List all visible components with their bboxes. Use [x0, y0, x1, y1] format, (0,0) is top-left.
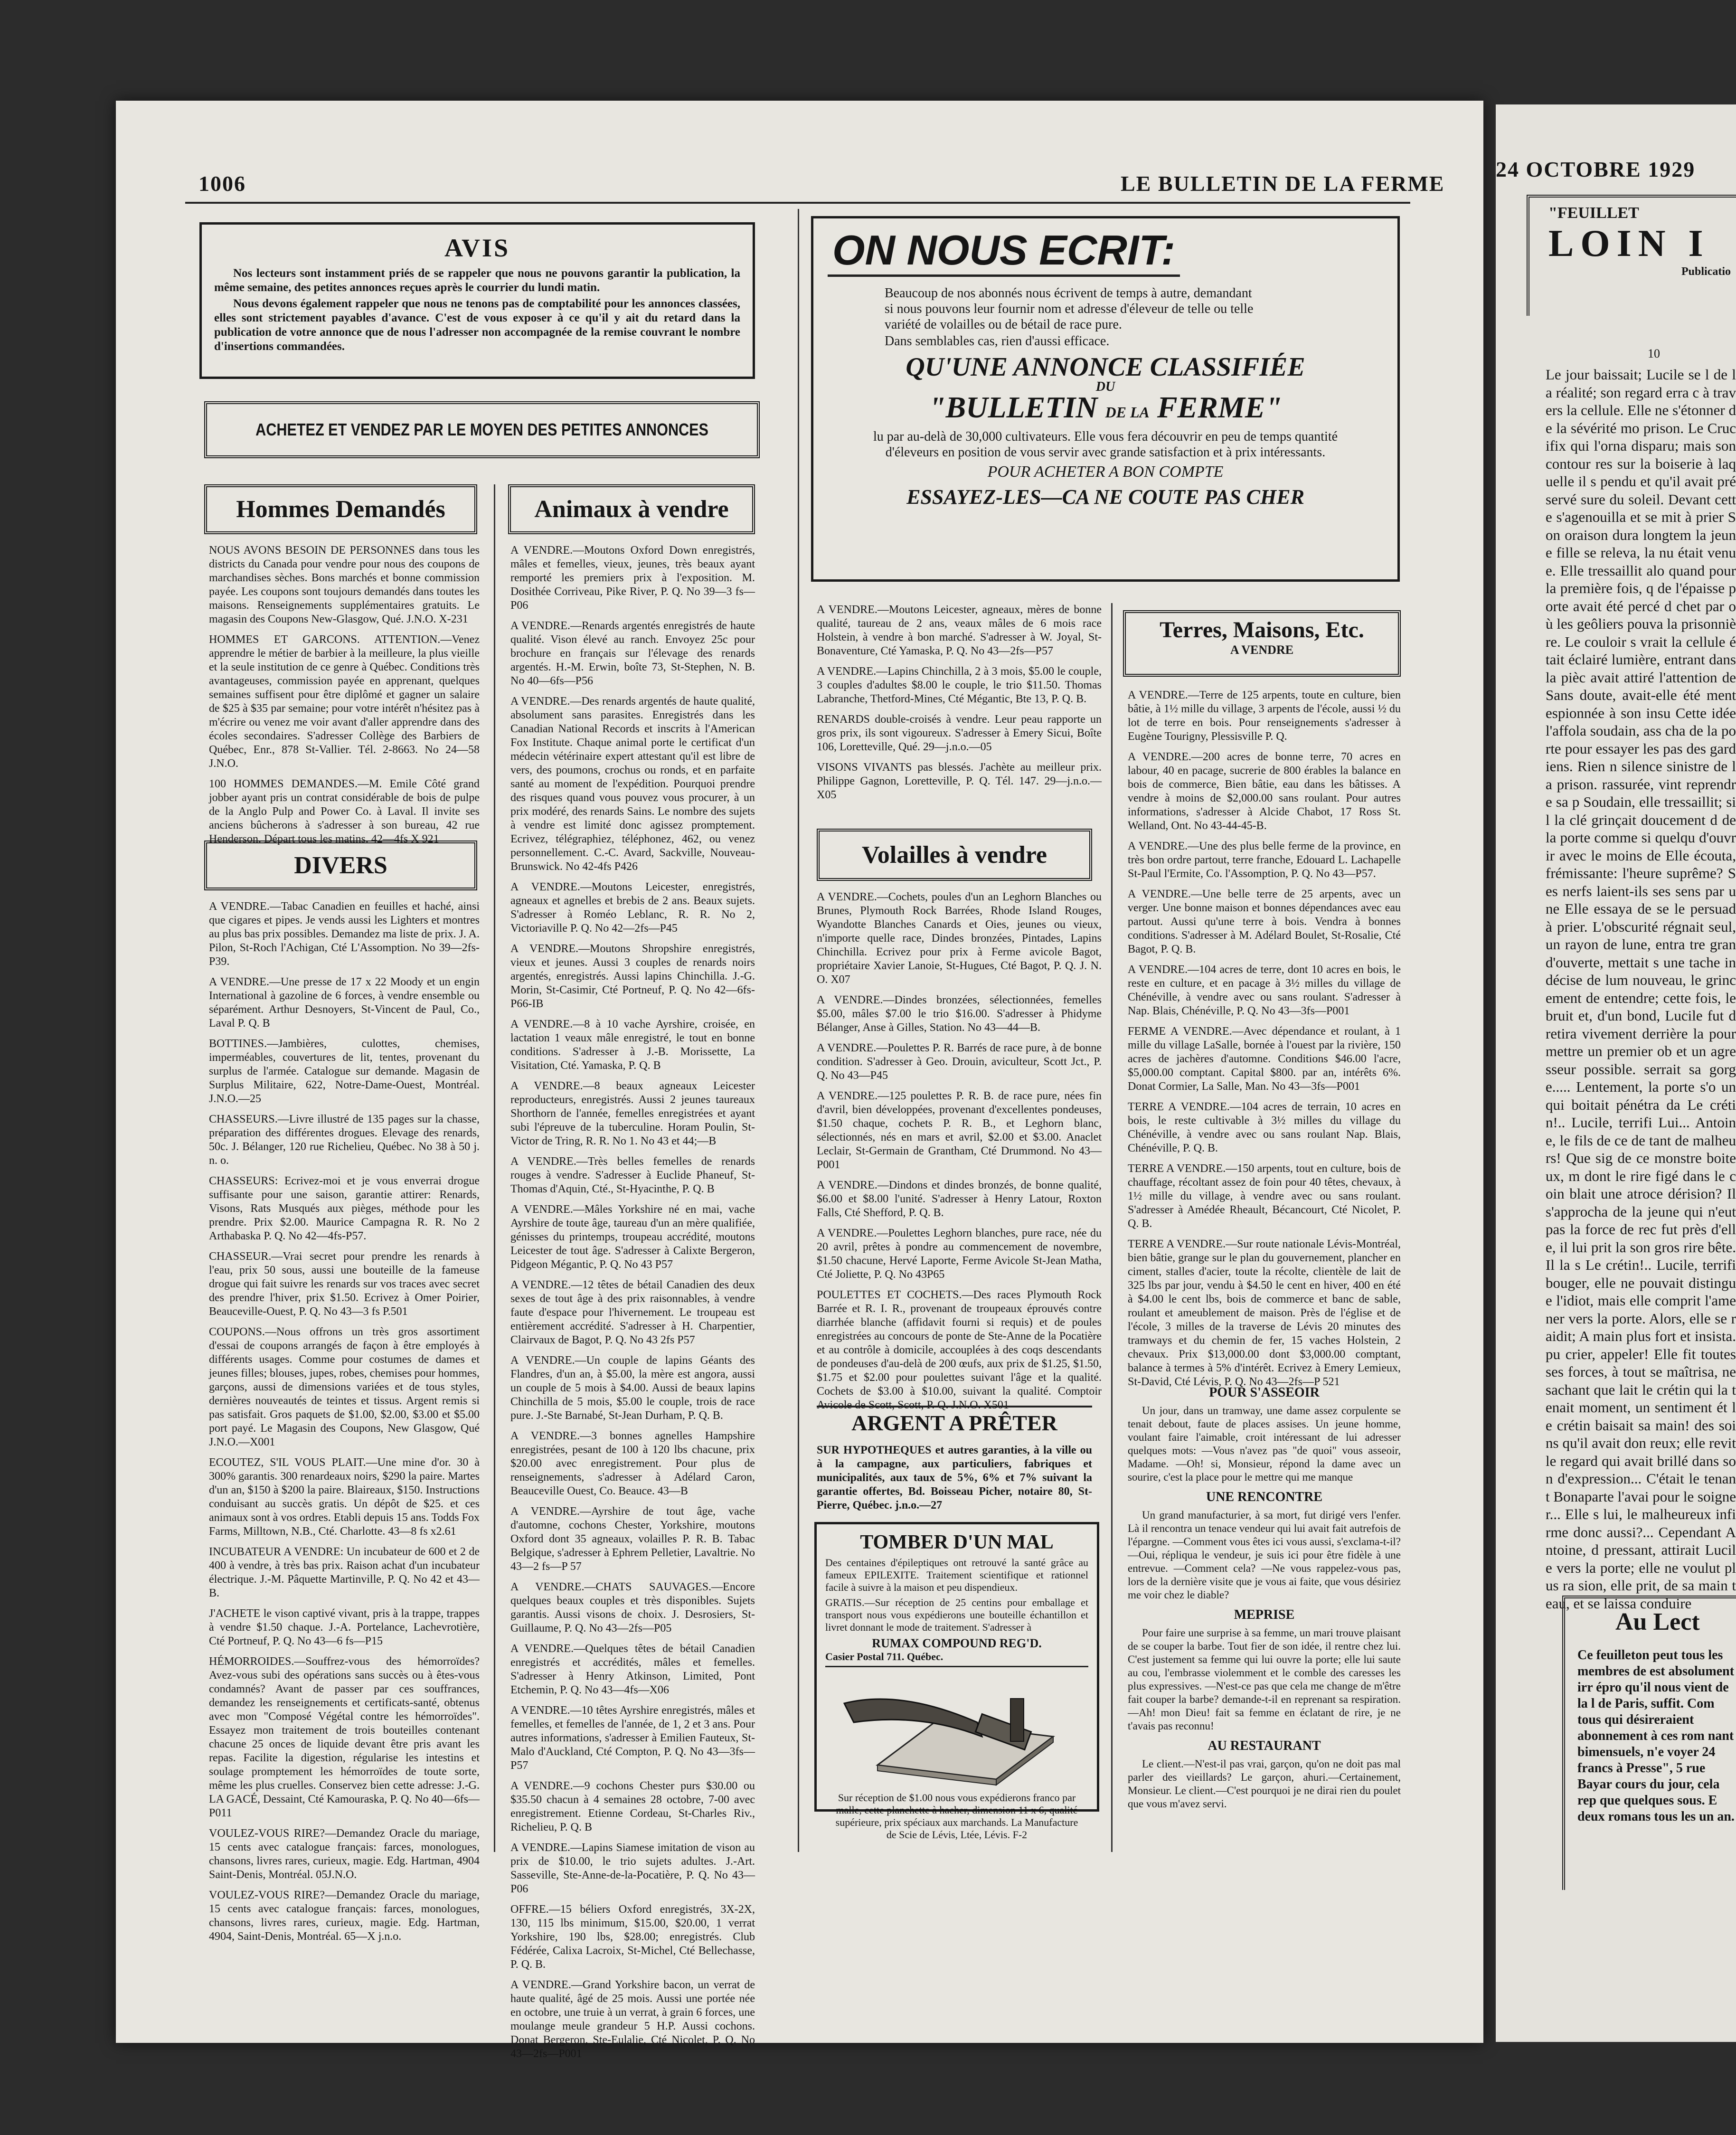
classified-ad: A VENDRE.—12 têtes de bétail Canadien des deux sexes de tout âge à des prix raisonnables, à vendre faute d'espace pour l'hivernement. Le troupeau est entièrement accrédité. S'adresser à H. Charpentier, Clairvaux de Bagot, P. Q. No 43 2fs P57	[510, 1279, 755, 1346]
classified-ad: TERRE A VENDRE.—104 acres de terrain, 10 acres en bois, le reste cultivable à 3½ milles du village du Chénéville, à vendre avec ou sans roulant Nap. Blais, Chénéville, P. Q. B.	[1128, 1101, 1401, 1154]
classified-ad: A VENDRE.—Moutons Leicester, enregistrés, agneaux et agnelles et brebis de 2 ans. Beaux sujets. S'adresser à Roméo Leblanc, R. R. No 2, Victoriaville P. Q. No 42—2fs—P45	[510, 881, 755, 935]
avis-box	[199, 222, 755, 379]
classified-ad: CHASSEURS: Ecrivez-moi et je vous enverrai drogue suffisante pour une saison, garantie attirer: Renards, Visons, Rats Musqués aux pièges, méthode pour les prendre. Prix $2.00. Maurice Campagna R. R. No 2 Arthabaska P. Q. No 42—4fs-P57.	[209, 1175, 480, 1242]
classified-ad: TERRE A VENDRE.—Sur route nationale Lévis-Montréal, bien bâtie, grange sur le plan du gouvernement, plancher en ciment, stalles d'acier, toute la récolte, clientèle de lait de 325 lbs par jour, vendu à $4.50 le cent en hiver, 400 en été à $4.00 le cent lbs, bois de commerce et banc de sable, roulant et ameublement de maison. Près de l'église et de l'école, 3 milles de la traverse de Lévis 20 minutes des tramways et du chemin de fer, 15 vaches Holstein, 2 chevaux. Prix $13,000.00 dont $3,000.00 comptant, balance à termes à 5% d'intérêt. Ecrivez à Emery Lemieux, St-David, Cté Lévis, P. Q. No 43—2fs—P 521	[1128, 1238, 1401, 1388]
joke-title-restaurant: AU RESTAURANT	[1208, 1738, 1321, 1753]
classified-banner	[204, 401, 760, 458]
promo-line-2	[828, 390, 1383, 425]
classified-ad: A VENDRE.—Une des plus belle ferme de la province, en très bon ordre partout, terre franche, Edouard L. Lachapelle St-Paul l'Ermite, Co. l'Assomption, P. Q. No 43—P57.	[1128, 840, 1401, 880]
avis-paragraph-2: Nous devons également rappeler que nous ne tenons pas de comptabilité pour les annonces classées, elles sont strictement payables d'avance. C'est de vous exposer à ce qu'il y ait du retard dans la publication de votre annonce que de nous l'adresser non accompagnée de la remise couvrant le nombre d'insertions commandées.	[214, 297, 740, 353]
classified-ad: HOMMES ET GARCONS. ATTENTION.—Venez apprendre le métier de barbier à la meilleure, la plus vieille et la seule institution de ce genre à Québec. Conditions très avantageuses, commission payée en apprenant, quelques semaines suffisent pour être diplômé et gagner un salaire de $25 à $35 par semaine; pour votre intérêt n'hésitez pas à m'écrire ou venez me voir avant d'aller apprendre dans des écoles secondaires. S'adresser Collège des Barbiers de Québec, Enr., 878 St-Vallier. Tél. 2-8663. No 24—58 J.N.O.	[209, 633, 480, 770]
classified-ad: A VENDRE.—Une presse de 17 x 22 Moody et un engin International à gazoline de 6 forces, à vendre ensemble ou séparément. Arthur Desnoyers, St-Vincent de Paul, Co., Laval P. Q. B	[209, 976, 480, 1030]
masthead: LE BULLETIN DE LA FERME	[1121, 171, 1445, 196]
classified-ad: VISONS VIVANTS pas blessés. J'achète au meilleur prix. Philippe Gagnon, Loretteville, P. Q. Tél. 147. 29—j.n.o.—X05	[817, 761, 1102, 801]
classified-ad: A VENDRE.—125 poulettes P. R. B. de race pure, nées fin d'avril, bien développées, provenant d'excellentes pondeuses, $1.50 chaque, cochets P. R. B., et Leghorn blanc, sélectionnés, nés en mars et avril, $2.00 et $3.00. Anaclet Leclair, St-Germain de Grantham, Cté Drummond. No 43—P001	[817, 1090, 1102, 1171]
feuilleton-title: LOIN I	[1548, 223, 1710, 265]
tomber-address: Casier Postal 711. Québec.	[825, 1651, 1088, 1667]
classified-ad: A VENDRE.—Un couple de lapins Géants des Flandres, d'un an, à $5.00, la mère est angora, aussi un couple de 5 mois à $4.00. Aussi de beaux lapins Chinchilla de 5 mois, $5.00 le couple, trois de race pure. J.-Ste Barnabé, St-Jean Durham, P. Q. B.	[510, 1354, 755, 1422]
divers-title: DIVERS	[294, 852, 387, 879]
animaux-ads-cont	[817, 603, 1102, 826]
section-header-hommes	[204, 484, 477, 534]
avis-paragraph-1: Nos lecteurs sont instamment priés de se rappeler que nous ne pouvons garantir la publication, la même semaine, des petites annonces reçues après le courrier du lundi matin.	[214, 267, 740, 294]
animaux-title: Animaux à vendre	[534, 496, 729, 523]
feuilleton-text: Le jour baissait; Lucile se l de la réalité; son regard erra c à travers la cellule. Elle ne s'étonner de la sévérité mo prison. Le Crucifix qui l'orna disparu; mais son contour res sur la boiserie à laquelle il s pendu et qu'il avait préservé sure du soleil. Devant cette s'agenouilla et se mit à prier Son oraison dura longtem la jeune fille se releva, la nu était venue. Elle tressaillit alo quand pour la première fois, q de l'épaisse porte avait été percé d chet par où les geôliers pouva la prisonnière. Le couloir s vrait la cellule était éclairé lumière, entrant dans la pièc avait attiré l'attention de Sans doute, avait-elle été ment espionnée à son insu Cette idée l'affola soudain, ass cha de la porte pour essayer les pas des gardiens. Rien n silence sinistre de la prison. rassurée, vint reprendre sa p Soudain, elle tressaillit; si l la clé grinçait doucement d de la porte comme si quelqu d'ouvrir avec le moins de Elle écouta, frémissante: l'heure suprême? Ses nerfs laient-ils ses sens par une Elle essaya de se le persuad à prier. L'obscurité régnait seul, un rayon de lune, entra tre grand'ouverte, mettait s une tache indécise de lum nouveau, le grincement de entendre; cette fois, le bruit et, d'un bond, Lucile fut d retira vivement derrière la pour mettre un premier ob et un agresseur possible. serrait sa gorge..... Lentement, la porte s'o un qui boitait pénétra da Le crétin!.. Lucile, terrifi Lui... Antoine, le fils de ce de tant de malheurs! Que sig de ce monstre boiteux, m dont le rire figé dans le coin blait une atroce dérision? Il s'approcha de la jeune qui n'eut pas la force de rec fut près d'elle, il lui prit la son gros rire bête. Il la s Le crétin!.. Lucile, terrifi bouger, elle ne pouvait distingue l'idiot, mais elle comprit l'amener vers la porte. Alors, elle se raidit; A main plus fort et insista. pu crier, appeler! Elle fit toutes ses forces, à tout se maîtrisa, ne sachant que lait le crétin qui la tenait moment, un sentiment ét le crétin baisait sa main! des soins qu'il avait don reux; elle revit le regard qui avait brillé dans son d'expression... C'était le tenant Bonaparte l'avai pour le soigner... Elle s lui, le malheureux infirme donc aussi?... Cependant Antoine, d pressant, attirait Lucile vers la porte; elle ne voulut plus ra sion, elle prit, de sa main teau, et se laissa conduire	[1546, 366, 1736, 1612]
classified-ad: A VENDRE.—10 têtes Ayrshire enregistrés, mâles et femelles, et femelles de l'année, de 1, 2 et 3 ans. Pour autres informations, s'adresser à Emilien Fauteux, St-Malo d'Auckland, Cté Compton, P. Q. No 43—3fs—P57	[510, 1704, 755, 1772]
hommes-title: Hommes Demandés	[236, 496, 445, 523]
joke-restaurant: Le client.—N'est-il pas vrai, garçon, qu'on ne doit pas mal parler des vieillards? Le garçon, ahuri.—Certainement, Monsieur. Le client.—C'est pourquoi je ne dirai rien du poulet que vous m'avez servi.	[1128, 1758, 1401, 1810]
section-header-divers	[204, 841, 477, 890]
joke-rencontre: Un grand manufacturier, à sa mort, fut dirigé vers l'enfer. Là il rencontra un tenace vendeur qui lui avait fait autrefois de l'épargne. —Comment vous êtes ici vous aussi, s'exclama-t-il? —Oui, répliqua le vendeur, je suis ici pour être fidèle à une entrevue. —Comment cela? —Ne vous rappelez-vous pas, lors de la dernière visite que je vous ai faite, que vous désiriez me voir chez le diable?	[1128, 1509, 1401, 1601]
classified-ad: A VENDRE.—Terre de 125 arpents, toute en culture, bien bâtie, à 1½ mille du village, 3 arpents de l'école, aussi ½ du lot de terre en bois. Pour renseignements s'adresser à Eugène Tourigny, Plessisville P. Q.	[1128, 689, 1401, 743]
section-header-volailles	[817, 829, 1092, 881]
promo-de-la: DE LA	[1105, 404, 1150, 421]
classified-ad: A VENDRE.—Renards argentés enregistrés de haute qualité. Vison élevé au ranch. Envoyez 25c pour brochure en français sur l'élevage des renards argentés. H.-M. Erwin, boîte 73, St-Stephen, N. B. No 40—6fs—P56	[510, 620, 755, 687]
classified-ad: A VENDRE.—Lapins Chinchilla, 2 à 3 mois, $5.00 le couple, 3 couples d'adultes $8.00 le couple, le trio $11.50. Thomas Labranche, Thetford-Mines, Cté Mégantic, Bte 13, P. Q. B.	[817, 665, 1102, 705]
promo-title: ON NOUS ECRIT:	[828, 226, 1180, 277]
classified-ad: A VENDRE.—3 bonnes agnelles Hampshire enregistrées, pesant de 100 à 120 lbs chacune, prix $20.00 avec enregistrement. Pour plus de renseignements, s'adresser à Adélard Caron, Beauceville Ouest, Co. Beauce. 43—B	[510, 1430, 755, 1497]
classified-ad: A VENDRE.—200 acres de bonne terre, 70 acres en labour, 40 en pacage, sucrerie de 800 érables la balance en bois de commerce, Bien bâtie, eau dans les bâtisses. A vendre à moins de $2,000.00 sans roulant. Pour autres informations, s'adresser à Alcide Chabot, 17 Ross St. Welland, Ont. No 43-44-45-B.	[1128, 751, 1401, 832]
au-lecteur-box	[1562, 1596, 1736, 1890]
column-rule-2	[798, 209, 799, 1852]
column-rule-3	[1111, 603, 1113, 1852]
banner-text: ACHETEZ ET VENDEZ PAR LE MOYEN DES PETITES ANNONCES	[255, 420, 708, 439]
feuilleton-publication: Publicatio	[1681, 265, 1731, 278]
classified-ad: VOULEZ-VOUS RIRE?—Demandez Oracle du mariage, 15 cents avec catalogue français: farces, monologues, chansons, livres rares, curieux, magie. Edg. Hartman, 4904 Saint-Denis, Montréal. 05J.N.O.	[209, 1827, 480, 1881]
tomber-text-5: Sur réception de $1.00 nous vous expédierons franco par malle, cette planchette à hacher, dimension 11 x 6, qualité supérieure, prix spéciaux aux marchands. La Manufacture de Scie de Lévis, Ltée, Lévis. F-2	[835, 1792, 1078, 1841]
terres-ads	[1128, 689, 1401, 1388]
classified-ad: A VENDRE.—Moutons Shropshire enregistrés, vieux et jeunes. Aussi 3 couples de renards noirs argentés, enregistrés. Aussi lapins Chinchilla. J.-G. Morin, St-Casimir, Cté Portneuf, P. Q. No 42—6fs-P66-IB	[510, 943, 755, 1010]
joke-title-asseoir: POUR S'ASSEOIR	[1209, 1385, 1320, 1400]
joke-title-meprise: MEPRISE	[1234, 1607, 1295, 1622]
joke-meprise: Pour faire une surprise à sa femme, un mari trouve plaisant de se couper la barbe. Tout fier de son idée, il rentre chez lui. C'est justement sa femme qui lui ouvre la porte; elle lui saute au cou, l'embrasse violemment et le comble des caresses les plus expressives. —N'est-ce pas que cela me change de m'être fait couper la barbe? demande-t-il en reprenant sa respiration. —Ah! mon Dieu! fait sa femme en éclatant de rire, je ne t'avais pas reconnu!	[1128, 1627, 1401, 1732]
classified-ad: A VENDRE.—Cochets, poules d'un an Leghorn Blanches ou Brunes, Plymouth Rock Barrées, Rhode Island Rouges, Wyandotte Blanches Canards et Oies, jeunes ou vieux, n'importe quelle race, Dindes bronzées, Pintades, Lapins Chinchilla. Ecrivez pour prix à Ferme avicole Bagot, propriétaire Xavier Lanoie, St-Hugues, Cté Bagot, P. Q. J. N. O. X07	[817, 891, 1102, 986]
header-rule	[185, 202, 1410, 204]
hommes-ads	[209, 544, 480, 845]
classified-ad: A VENDRE.—Moutons Oxford Down enregistrés, mâles et femelles, vieux, jeunes, très beaux ayant remporté les premiers prix à l'exposition. M. Dosithée Corriveau, Pike River, P. Q. No 39—3 fs—P06	[510, 544, 755, 612]
promo-intro-2: Dans semblables cas, rien d'aussi efficace.	[885, 334, 1110, 349]
promo-intro: Beaucoup de nos abonnés nous écrivent de temps à autre, demandant si nous pouvons leur fournir nom et adresse d'éleveur de telle ou telle variété de volailles ou de bétail de race pure.	[885, 286, 1254, 332]
joke-asseoir: Un jour, dans un tramway, une dame assez corpulente se tenait debout, faute de places assises. Un jeune homme, voulant faire l'aimable, croit intéressant de lui adresser quelques mots: —Vous n'avez pas "de quoi" vous asseoir, Madame. —Oh! si, Monsieur, répond la dame avec un sourire, c'est la place pour le mettre qui me manque	[1128, 1405, 1401, 1483]
divers-ads	[209, 900, 480, 1943]
classified-ad: A VENDRE.—Moutons Leicester, agneaux, mères de bonne qualité, taureau de 2 ans, veaux mâles de 6 mois race Holstein, à vendre à bon marché. S'adresser à W. Joyal, St-Bonaventure, Cté Yamaska, P. Q. No 43—2fs—P57	[817, 604, 1102, 657]
feuilleton-header-box	[1527, 195, 1736, 316]
promo-line-1: QU'UNE ANNONCE CLASSIFIÉE	[906, 352, 1305, 382]
classified-ad: A VENDRE.—Des renards argentés de haute qualité, absolument sans parasites. Enregistrés dans les Canadian National Records et inscrits à l'American Fox Institute. Chaque animal porte le certificat d'un médecin vétérinaire expert attestant qu'il est libre de vers, des poumons, crochus ou ronds, et en parfaite santé au moment de l'expédition. Pourquoi prendre des risques quand vous pouvez vous procurer, à un prix modéré, des renards Sains. Le nombre des sujets à vendre est limité donc agissez promptement. Ecrivez, télégraphiez, téléphonez, 462, ou venez personnellement. C.-C. Avard, Sackville, Nouveau-Brunswick. No 42-4fs P426	[510, 695, 755, 873]
promo-pour: POUR ACHETER A BON COMPTE	[987, 463, 1224, 481]
promo-cta: ESSAYEZ-LES—CA NE COUTE PAS CHER	[906, 485, 1304, 509]
promo-body: lu par au-delà de 30,000 cultivateurs. Elle vous fera découvrir en peu de temps quantité d'éleveurs en position de vous servir avec grande satisfaction et à prix intéressants.	[873, 429, 1338, 460]
section-header-terres	[1123, 610, 1401, 677]
terres-subtitle: A VENDRE	[1230, 643, 1294, 657]
tomber-text-1: Des centaines d'épileptiques ont retrouvé la santé grâce au fameux EPILEXITE. Traitement scientifique et rationnel facile à suivre à la maison et peu dispendieux.	[825, 1557, 1088, 1593]
classified-ad: A VENDRE.—Tabac Canadien en feuilles et haché, ainsi que cigares et pipes. Je vends aussi les Lighters et montres au plus bas prix possibles. Demandez ma liste de prix. J. A. Pilon, St-Roch l'Achigan, Cté L'Assomption. No 39—2fs-P39.	[209, 900, 480, 968]
terres-title: Terres, Maisons, Etc.	[1160, 617, 1364, 642]
au-lecteur-title: Au Lect	[1615, 1608, 1700, 1635]
promo-ferme: FERME"	[1157, 390, 1283, 424]
classified-ad: BOTTINES.—Jambières, culottes, chemises, imperméables, couvertures de lit, tentes, provenant du surplus de l'armée. Catalogue sur demande. Magasin de Surplus Militaire, 622, Notre-Dame-Ouest, Montréal. J.N.O.—25	[209, 1038, 480, 1105]
page-number: 1006	[198, 171, 246, 196]
classified-ad: A VENDRE.—Très belles femelles de renards rouges à vendre. S'adresser à Euclide Phaneuf, St-Thomas d'Aquin, Cté., St-Hyacinthe, P. Q. B	[510, 1155, 755, 1195]
classified-ad: A VENDRE.—Mâles Yorkshire né en mai, vache Ayrshire de toute âge, taureau d'un an mère qualifiée, génisses du printemps, troupeau accrédité, moutons Leicester de tout âge. S'adresser à Calixte Bergeron, Pidgeon Mégantic, P. Q. No 43 P57	[510, 1203, 755, 1271]
classified-ad: A VENDRE.—Dindons et dindes bronzés, de bonne qualité, $6.00 et $8.00 l'unité. S'adresser à Henry Latour, Roxton Falls, Cté Shefford, P. Q. B.	[817, 1179, 1102, 1219]
classified-ad: A VENDRE.—Poulettes P. R. Barrés de race pure, à de bonne condition. S'adresser à Geo. Drouin, aviculteur, Scott Jct., P. Q. No 43—P45	[817, 1042, 1102, 1082]
volailles-title: Volailles à vendre	[861, 841, 1047, 869]
classified-ad: INCUBATEUR A VENDRE: Un incubateur de 600 et 2 de 400 à vendre, à très bas prix. Raison achat d'un incubateur électrique. J.-M. Pâquette Martinville, P. Q. No 42 et 43—B.	[209, 1546, 480, 1599]
classified-ad: NOUS AVONS BESOIN DE PERSONNES dans tous les districts du Canada pour vendre pour nous des coupons de marchandises sèches. Bons marchés et bonne commission payée. Les coupons sont toujours demandés dans toutes les maisons. Renseignements supplémentaires gratuits. Le magasin des Coupons New-Glasgow, Qué. J.N.O. X-231	[209, 544, 480, 625]
promo-du: DU	[1095, 379, 1115, 394]
classified-ad: ECOUTEZ, S'IL VOUS PLAIT.—Une mine d'or. 30 à 300% garantis. 300 renardeaux noirs, $290 la paire. Martes d'un an, $150 à $200 la paire. Blaireaux, $150. Instructions conduisant au succès gratis. Un dépôt de $25. et ces animaux sont à vos ordres. Etabli depuis 15 ans. Todds Fox Farms, Milltown, N.B., Cté. Charlotte. 43—8 fs x2.61	[209, 1456, 480, 1538]
classified-ad: A VENDRE.—CHATS SAUVAGES.—Encore quelques beaux couples et très disponibles. Sujets garantis. Aussi visons de choix. J. Desrosiers, St-Guillaume, P. Q. No 43—2fs—P05	[510, 1581, 755, 1634]
chapter-number: 10	[1648, 347, 1660, 360]
classified-ad: A VENDRE.—Poulettes Leghorn blanches, pure race, née du 20 avril, prêtes à pondre au commencement de novembre, $1.50 chacune, Hervé Laporte, Ferme Avicole St-Jean Matha, Cté Joliette, P. Q. No 43P65	[817, 1227, 1102, 1281]
classified-ad: A VENDRE.—8 beaux agneaux Leicester reproducteurs, enregistrés. Aussi 2 jeunes taureaux Shorthorn de l'année, femelles enregistrées et ayant subi l'épreuve de la tuberculine. Horam Poulin, St-Victor de Tring, R. R. No 1. No 43 et 44;—B	[510, 1080, 755, 1147]
classified-ad: A VENDRE.—Une belle terre de 25 arpents, avec un verger. Une bonne maison et bonnes dépendances avec eau partout. Aussi qu'une terre à bois. Vendra à bonnes conditions. S'adresser à M. Adélard Boulet, St-Rosalie, Cté Bagot, P. Q. B.	[1128, 888, 1401, 955]
jokes-column	[1128, 1379, 1401, 1854]
classified-ad: COUPONS.—Nous offrons un très gros assortiment d'essai de coupons arrangés de façon à être employés à différents usages. Comme pour costumes de dames et jeunes filles; blouses, jupes, robes, chemises pour hommes, garçons, aussi de dimensions variées et de tous styles, dernières nouveautés de teintes et tissus. Argent remis si pas satisfait. Gros paquets de $1.00, $2.00, $3.00 et $5.00 port payé. Le Magasin des Coupons, New Glasgow, Qué J.N.O.—X001	[209, 1326, 480, 1448]
chopping-board-image	[825, 1670, 1091, 1789]
classified-ad: J'ACHETE le vison captivé vivant, pris à la trappe, trappes à vendre $1.50 chaque. J.-A. Portelance, Lachevrotière, Cté Portneuf, P. Q. No 43—6 fs—P15	[209, 1607, 480, 1647]
classified-ad: A VENDRE.—8 à 10 vache Ayrshire, croisée, en lactation 1 veaux mâle enregistré, le tout en bonne conditions. S'adresser à J.-B. Morissette, La Visitation, Cté. Yamaska, P. Q. B	[510, 1018, 755, 1072]
animaux-ads	[510, 544, 755, 2060]
classified-ad: TERRE A VENDRE.—150 arpents, tout en culture, bois de chauffage, récoltant assez de foin pour 40 têtes, chevaux, à 1½ mille du village, à vendre avec ou sans roulant. S'adresser à Amédée Rheault, Bécancourt, Cté Nicolet, P. Q. B.	[1128, 1162, 1401, 1230]
classified-ad: A VENDRE.—9 cochons Chester purs $30.00 ou $35.50 chacun à 4 semaines 28 octobre, 7-00 avec enregistrement. Etienne Cordeau, St-Charles Riv., Richelieu, P. Q. B	[510, 1780, 755, 1833]
classified-ad: HÉMORROIDES.—Souffrez-vous des hémorroïdes? Avez-vous subi des opérations sans succès ou à êtes-vous condamnés? Avant de passer par ces souffrances, demandez les renseignements et certificats-santé, obtenus avec mon "Composé Végétal contre les hémorroïdes". Essayez mon traitement de trois bouteilles contenant chacune 25 onces de liquide devant être pris avant les repas. Facilite la digestion, régularise les intestins et soulage promptement les hémorroïdes de toute sorte, même les plus cruelles. Conservez bien cette adresse: J.-G. LA GACÉ, Dessaint, Cté Kamouraska, P. Q. No 40—6fs—P011	[209, 1655, 480, 1819]
classified-ad: A VENDRE.—Quelques têtes de bétail Canadien enregistrés et accrédités, mâles et femelles. S'adresser à Henry Atkinson, Limited, Pont Etchemin, P. Q. No 43—4fs—X06	[510, 1643, 755, 1696]
classified-ad: A VENDRE.—104 acres de terre, dont 10 acres en bois, le reste en culture, et en pacage à 3½ milles du village de Chénéville, à vendre avec ou sans roulant. S'adresser à Nap. Blais, Chénéville, P. Q. No 43—3fs—P001	[1128, 964, 1401, 1017]
classified-ad: A VENDRE.—Dindes bronzées, sélectionnées, femelles $5.00, mâles $7.00 le trio $16.00. S'adresser à Phidyme Bélanger, Anse à Gilles, Station. No 43—44—B.	[817, 994, 1102, 1034]
volailles-ads	[817, 890, 1102, 1411]
argent-title: ARGENT A PRÊTER	[851, 1411, 1057, 1435]
promo-box	[811, 216, 1400, 582]
feuilleton-label: "FEUILLET	[1548, 204, 1639, 222]
tomber-title: TOMBER D'UN MAL	[860, 1531, 1054, 1553]
au-lecteur-text: Ce feuilleton peut tous les membres de est absolument irr épro qu'il nous vient de la l de Paris, suffit. Com tous qui désireraient abonnement à ces rom nant bimensuels, n'e voyer 24 francs à Presse", 5 rue Bayar cours du jour, cela rep que quelques sous. E deux romans tous les un an.	[1577, 1648, 1735, 1824]
classified-ad: CHASSEURS.—Livre illustré de 135 pages sur la chasse, préparation des différentes drogues. Elevage des renards, 50c. J. Bélanger, 120 rue Richelieu, Québec. No 38 à 50 j. n. o.	[209, 1113, 480, 1167]
classified-ad: FERME A VENDRE.—Avec dépendance et roulant, à 1 mille du village LaSalle, bornée à l'ouest par la rivière, 150 acres de jachères d'automne. Conditions $46.00 l'acre, $5,000.00 comptant. Capital $800. par an, intérêts 6%. Donat Cormier, La Salle, Man. No 43—3fs—P001	[1128, 1025, 1401, 1093]
classified-ad: A VENDRE.—Lapins Siamese imitation de vison au prix de $10.00, le trio sujets adultes. J.-Art. Sasseville, Ste-Anne-de-la-Pocatière, P. Q. No 43—P06	[510, 1842, 755, 1895]
avis-title: AVIS	[444, 234, 510, 262]
column-rule-1	[494, 484, 495, 1852]
joke-title-rencontre: UNE RENCONTRE	[1206, 1490, 1323, 1504]
classified-ad: RENARDS double-croisés à vendre. Leur peau rapporte un gros prix, ils sont vigoureux. S'adresser à Emery Sicui, Boîte 106, Loretteville, Qué. 29—j.n.o.—05	[817, 713, 1102, 753]
section-header-animaux	[508, 484, 755, 534]
classified-ad: A VENDRE.—Ayrshire de tout âge, vache d'automne, cochons Chester, Yorkshire, moutons Oxford dont 35 agneaux, volailles P. R. B. Tabac Belgique, s'adresser à Ephrem Pelletier, Lavaltrie. No 43—2 fs—P 57	[510, 1505, 755, 1573]
tomber-text-2: GRATIS.—Sur réception de 25 centins pour emballage et transport nous vous expédierons une bouteille échantillon et livret donnant le mode de traitement. S'adresser à	[825, 1597, 1088, 1633]
argent-rule	[817, 1406, 1092, 1408]
classified-ad: CHASSEUR.—Vrai secret pour prendre les renards à l'eau, prix 50 sous, aussi une bouteille de la fameuse drogue qui fait suivre les renards sur vos traces avec secret des prendre l'hiver, prix $1.50. Ecrivez à Omer Poirier, Beauceville-Ouest, P. Q. No 43—3 fs P.501	[209, 1250, 480, 1318]
next-page-date: 24 OCTOBRE 1929	[1496, 157, 1696, 181]
argent-text: SUR HYPOTHEQUES et autres garanties, à la ville ou à la campagne, aux particuliers, fabriques et municipalités, aux taux de 5%, 6% et 7% suivant la garantie offertes, Bd. Boisseau Picher, notaire 80, St-Pierre, Québec. j.n.o.—27	[817, 1444, 1092, 1512]
classified-ad: VOULEZ-VOUS RIRE?—Demandez Oracle du mariage, 15 cents avec catalogue français: farces, monologues, chansons, livres rares, curieux, magie. Edg. Hartman, 4904, Saint-Denis, Montréal. 65—X j.n.o.	[209, 1889, 480, 1943]
tomber-box	[814, 1522, 1099, 1841]
classified-ad: 100 HOMMES DEMANDES.—M. Emile Côté grand jobber ayant pris un contrat considérable de bois de pulpe de la Anglo Pulp and Power Co. à Laval. Il invite ses anciens bûcherons à s'adresser à son bureau, 42 rue Henderson. Départ tous les matins. 42—4fs X 921	[209, 778, 480, 845]
classified-ad: POULETTES ET COCHETS.—Des races Plymouth Rock Barrée et R. I. R., provenant de troupeaux éprouvés contre diarrhée blanche (affidavit fourni si requis) et de poules enregistrées au concours de ponte de Ste-Anne de la Pocatière et au contrôle à domicile, accouplées à des coqs descendants de pondeuses d'au-delà de 200 œufs, aux prix de $1.25, $1.50, $1.75 et $2.00 pour poulettes suivant l'âge et la qualité. Cochets de $3.00 à $10.00, suivant la qualité. Comptoir Avicole de Scott, Scott, P. Q. J.N.O. X501	[817, 1289, 1102, 1411]
promo-bulletin: "BULLETIN	[928, 390, 1098, 424]
tomber-company: RUMAX COMPOUND REG'D.	[872, 1636, 1042, 1650]
classified-ad: A VENDRE.—Grand Yorkshire bacon, un verrat de haute qualité, âgé de 25 mois. Aussi une portée née en octobre, une truie à un verrat, à grain 6 forces, une moulange meule grandeur 5 H.P. Aussi cochons. Donat Bergeron, Ste-Eulalie, Cté Nicolet, P. Q. No 43—2fs—P001	[510, 1979, 755, 2060]
classified-ad: OFFRE.—15 béliers Oxford enregistrés, 3X-2X, 130, 115 lbs minimum, $15.00, $20.00, 1 verrat Yorkshire, 190 lbs, $28.00; enregistrés. Club Fédérée, Calixa Lacroix, St-Michel, Cté Bellechasse, P. Q. B.	[510, 1903, 755, 1971]
